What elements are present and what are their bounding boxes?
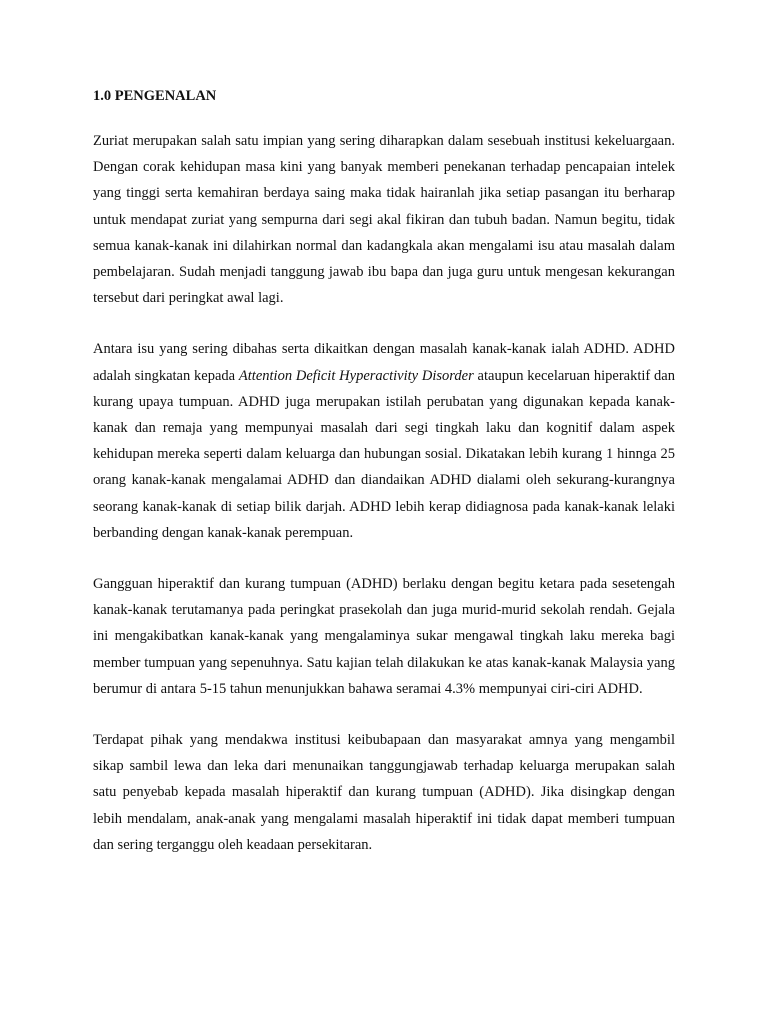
section-heading: 1.0 PENGENALAN bbox=[93, 88, 217, 104]
paragraph-2-text-start: Antara isu yang sering dibahas serta dikaitkan dengan masalah kanak-kanak ialah ADHD. ADHD adalah singkatan kepada bbox=[93, 341, 675, 384]
paragraph-2 bbox=[93, 336, 675, 546]
adhd-full-term: Attention Deficit Hyperactivity Disorder bbox=[238, 367, 474, 384]
document-page bbox=[93, 86, 675, 883]
paragraph-2-text-end: ataupun kecelaruan hiperaktif dan kurang upaya tumpuan. ADHD juga merupakan istilah perubatan yang digunakan kepada kanak-kanak dan remaja yang mempunyai masalah dari segi tingkah laku dan kognitif dalam aspek kehidupan mereka seperti dalam keluarga dan hubungan sosial. Dikatakan lebih kurang 1 hinnga 25 orang kanak-kanak mengalamai ADHD dan diandaikan ADHD dialami oleh sekurang-kurangnya seorang kanak-kanak di setiap bilik darjah. ADHD lebih kerap didiagnosa pada kanak-kanak lelaki berbanding dengan kanak-kanak perempuan. bbox=[93, 367, 675, 541]
paragraph-4: Terdapat pihak yang mendakwa institusi keibubapaan dan masyarakat amnya yang mengambil sikap sambil lewa dan leka dari menunaikan tanggungjawab terhadap keluarga merupakan salah satu penyebab kepada masalah hiperaktif dan kurang tumpuan (ADHD). Jika disingkap dengan lebih mendalam, anak-anak yang mengalami masalah hiperaktif ini tidak dapat memberi tumpuan dan sering terganggu oleh keadaan persekitaran. bbox=[93, 732, 675, 853]
paragraph-1: Zuriat merupakan salah satu impian yang sering diharapkan dalam sesebuah institusi kekeluargaan. Dengan corak kehidupan masa kini yang banyak memberi penekanan terhadap pencapaian intelek yang tinggi serta kemahiran berdaya saing maka tidak hairanlah jika setiap pasangan itu berharap untuk mendapat zuriat yang sempurna dari segi akal fikiran dan tubuh badan. Namun begitu, tidak semua kanak-kanak ini dilahirkan normal dan kadangkala akan mengalami isu atau masalah dalam pembelajaran. Sudah menjadi tanggung jawab ibu bapa dan juga guru untuk mengesan kekurangan tersebut dari peringkat awal lagi. bbox=[93, 133, 675, 307]
paragraph-3: Gangguan hiperaktif dan kurang tumpuan (ADHD) berlaku dengan begitu ketara pada sesetengah kanak-kanak terutamanya pada peringkat prasekolah dan juga murid-murid sekolah rendah. Gejala ini mengakibatkan kanak-kanak yang mengalaminya sukar mengawal tingkah laku mereka bagi member tumpuan yang sepenuhnya. Satu kajian telah dilakukan ke atas kanak-kanak Malaysia yang berumur di antara 5-15 tahun menunjukkan bahawa seramai 4.3% mempunyai ciri-ciri ADHD. bbox=[93, 576, 675, 697]
